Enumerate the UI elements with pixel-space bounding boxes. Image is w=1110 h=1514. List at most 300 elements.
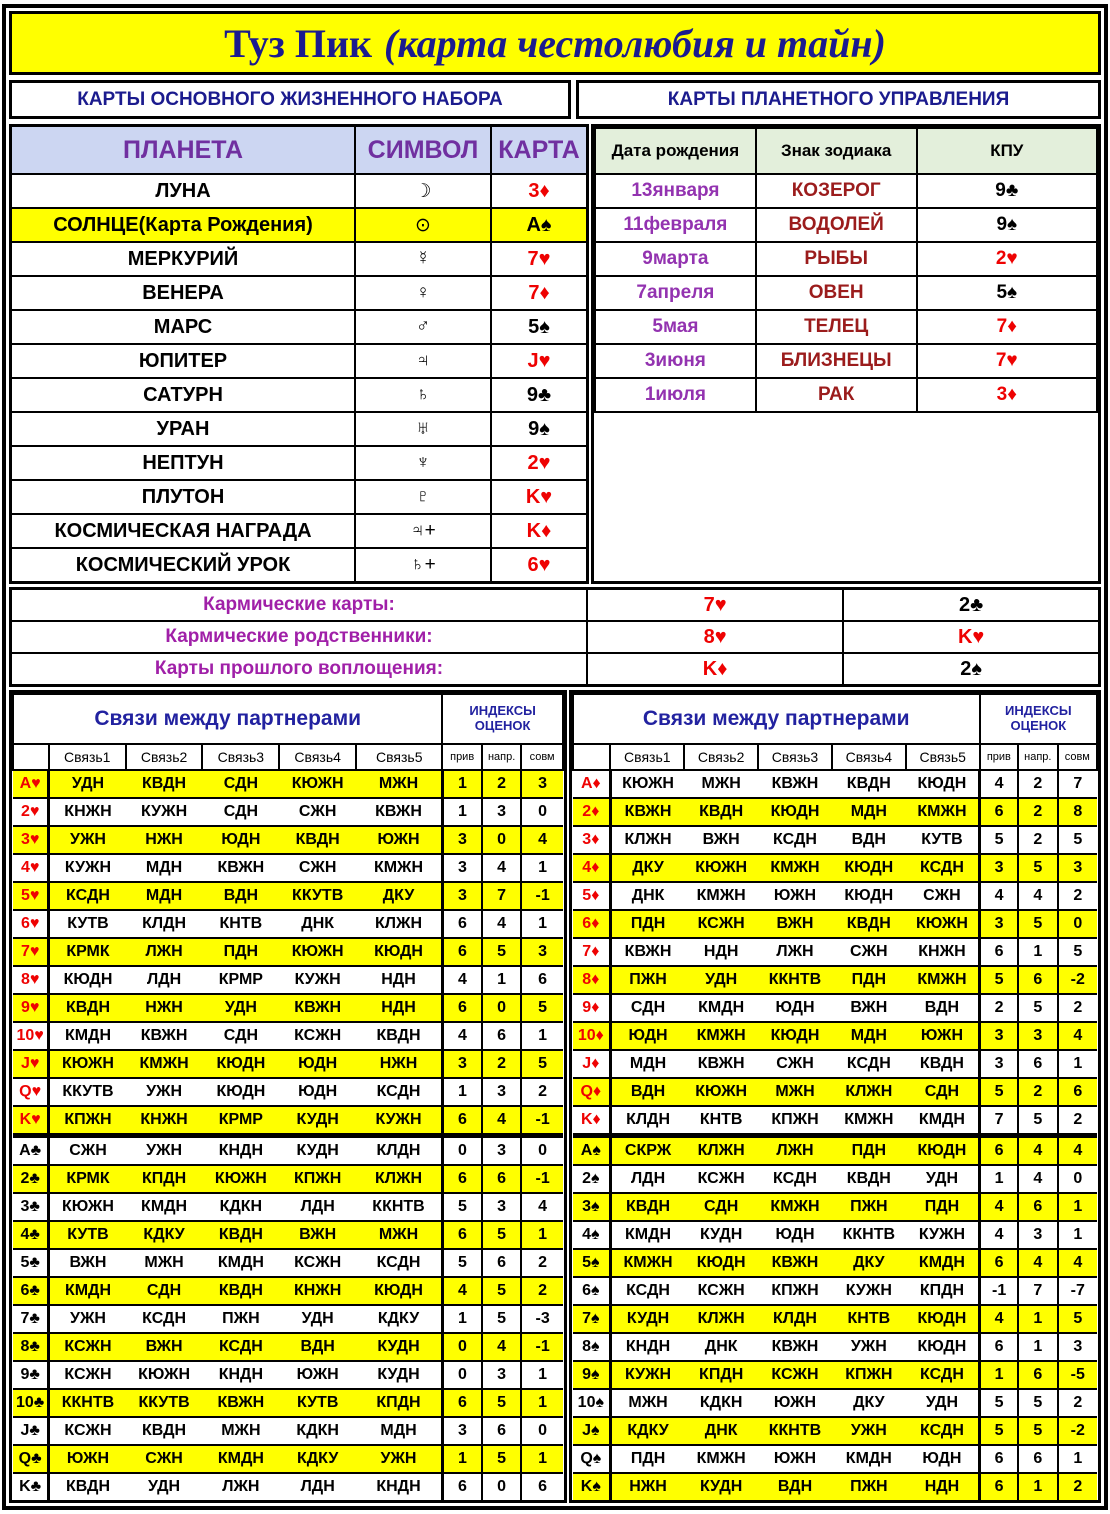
link-cell: КВДН	[49, 994, 126, 1022]
link-cell: ПДН	[832, 966, 906, 994]
index-cell: 3	[980, 1050, 1018, 1078]
index-cell: 6	[980, 1445, 1018, 1473]
index-cell: 1	[521, 1361, 562, 1389]
link-cell: КЛДН	[758, 1305, 832, 1333]
link-cell: МДН	[126, 854, 203, 882]
karmic-row	[11, 653, 1100, 686]
link-cell: УЖН	[49, 1305, 126, 1333]
index-cell: 1	[521, 1445, 562, 1473]
link-cell: ВДН	[906, 994, 980, 1022]
index-cell: 0	[442, 1333, 481, 1361]
link-cell: КУДН	[684, 1473, 758, 1500]
index-cell: 4	[1058, 1136, 1097, 1166]
index-cell: 5	[1058, 826, 1097, 854]
kpu-card-value: 9♣	[917, 174, 1097, 208]
index-cell: 5	[1018, 1106, 1058, 1136]
planet-symbol-icon: ♅	[355, 412, 491, 446]
link-cell: ККНТВ	[356, 1193, 442, 1221]
partner-row	[13, 1277, 563, 1305]
index-cell: 1	[521, 910, 562, 938]
partners-title-row	[573, 694, 1097, 744]
link-cell: УДН	[49, 770, 126, 798]
card-label: A♣	[13, 1136, 49, 1166]
link-cell: ВДН	[832, 826, 906, 854]
link-cell: НДН	[356, 994, 442, 1022]
link-cell: КМДН	[906, 1106, 980, 1136]
index-cell: 4	[482, 1333, 522, 1361]
link-cell: КСЖН	[49, 1361, 126, 1389]
planet-name: СОЛНЦЕ(Карта Рождения)	[11, 208, 356, 242]
link-cell: ЮЖН	[758, 882, 832, 910]
planet-row-item	[11, 344, 588, 378]
planet-row-item	[11, 378, 588, 412]
link-cell: ЛДН	[279, 1193, 356, 1221]
link-cell: КРМР	[202, 1106, 279, 1136]
index-cell: -1	[521, 882, 562, 910]
index-cell: 6	[980, 938, 1018, 966]
link-cell: УДН	[202, 994, 279, 1022]
link-cell: КЮДН	[356, 938, 442, 966]
link-cell: КВДН	[832, 770, 906, 798]
card-label: 3♠	[573, 1193, 611, 1221]
partner-row	[13, 1022, 563, 1050]
link-cell: КДКН	[202, 1193, 279, 1221]
partner-row	[573, 1361, 1097, 1389]
link-cell: КСДН	[758, 1165, 832, 1193]
link-cell: КСДН	[906, 854, 980, 882]
link-cell: КВЖН	[356, 798, 442, 826]
link-cell: ЛЖН	[202, 1473, 279, 1500]
planet-card-value: 3♦	[491, 174, 588, 208]
index-column-header: прив	[980, 744, 1018, 770]
index-cell: 1	[442, 1078, 481, 1106]
birth-date: 11февраля	[595, 208, 756, 242]
page-title: Туз Пик	[224, 20, 373, 66]
link-cell: КМДН	[832, 1445, 906, 1473]
index-column-header: напр.	[482, 744, 522, 770]
link-column-header: Связь2	[126, 744, 203, 770]
karmic-row	[11, 589, 1100, 622]
partner-row	[573, 798, 1097, 826]
index-cell: 7	[482, 882, 522, 910]
index-cell: 3	[1058, 1333, 1097, 1361]
link-cell: КВДН	[906, 1050, 980, 1078]
index-cell: 3	[521, 770, 562, 798]
index-cell: 0	[521, 1417, 562, 1445]
card-label: K♣	[13, 1473, 49, 1500]
link-cell: НЖН	[126, 826, 203, 854]
index-cell: 3	[1018, 1022, 1058, 1050]
karmic-table	[9, 587, 1101, 687]
planet-card-value: J♥	[491, 344, 588, 378]
index-cell: 6	[442, 938, 481, 966]
index-cell: 4	[1018, 1136, 1058, 1166]
link-cell: КМДН	[202, 1249, 279, 1277]
partner-row	[13, 1165, 563, 1193]
planet-symbol-icon: ♃	[355, 344, 491, 378]
link-cell: ЮЖН	[758, 1445, 832, 1473]
link-cell: КСДН	[906, 1361, 980, 1389]
index-cell: 3	[1018, 1221, 1058, 1249]
index-cell: 6	[482, 1165, 522, 1193]
index-cell: 2	[1018, 826, 1058, 854]
link-cell: МЖН	[126, 1249, 203, 1277]
link-cell: КУТВ	[906, 826, 980, 854]
kpu-card-value: 2♥	[917, 242, 1097, 276]
link-cell: КЮДН	[202, 1050, 279, 1078]
index-cell: 4	[482, 910, 522, 938]
index-cell: 3	[482, 1361, 522, 1389]
link-cell: КЛЖН	[610, 826, 684, 854]
birth-date: 13января	[595, 174, 756, 208]
index-cell: 5	[980, 1078, 1018, 1106]
link-cell: ЮДН	[758, 1221, 832, 1249]
card-label: 8♠	[573, 1333, 611, 1361]
link-cell: ЛДН	[610, 1165, 684, 1193]
index-cell: 0	[1058, 1165, 1097, 1193]
partner-row	[13, 1445, 563, 1473]
link-cell: КУТВ	[279, 1389, 356, 1417]
planet-name: КОСМИЧЕСКАЯ НАГРАДА	[11, 514, 356, 548]
kpu-row	[595, 378, 1097, 412]
zodiac-sign: ОВЕН	[756, 276, 917, 310]
card-label: 8♦	[573, 966, 611, 994]
link-cell: КСДН	[758, 826, 832, 854]
index-cell: 2	[521, 1078, 562, 1106]
link-cell: УЖН	[356, 1445, 442, 1473]
link-cell: КСЖН	[49, 1333, 126, 1361]
link-cell: МЖН	[356, 1221, 442, 1249]
index-cell: 3	[442, 1050, 481, 1078]
index-cell: 5	[1018, 994, 1058, 1022]
partner-row	[13, 938, 563, 966]
kpu-row	[595, 310, 1097, 344]
link-cell: СДН	[610, 994, 684, 1022]
index-cell: 2	[1058, 1389, 1097, 1417]
link-cell: КВЖН	[126, 1022, 203, 1050]
link-cell: КМДН	[49, 1277, 126, 1305]
link-cell: ЛЖН	[758, 1136, 832, 1166]
partner-row	[13, 966, 563, 994]
karmic-card-value: 7♥	[587, 589, 843, 622]
link-cell: КПДН	[906, 1277, 980, 1305]
link-cell: КМДН	[49, 1022, 126, 1050]
card-label: 5♠	[573, 1249, 611, 1277]
index-cell: 4	[1018, 1249, 1058, 1277]
link-column-header: Связь4	[279, 744, 356, 770]
partner-row	[573, 1136, 1097, 1166]
link-cell: СКРЖ	[610, 1136, 684, 1166]
card-label: Q♦	[573, 1078, 611, 1106]
card-label: 2♣	[13, 1165, 49, 1193]
planet-card-value: 5♠	[491, 310, 588, 344]
link-cell: КВЖН	[758, 1333, 832, 1361]
link-cell: КЮЖН	[202, 1165, 279, 1193]
index-cell: -5	[1058, 1361, 1097, 1389]
link-cell: КДКУ	[126, 1221, 203, 1249]
link-cell: КВДН	[126, 1417, 203, 1445]
link-cell: КУЖН	[832, 1277, 906, 1305]
index-cell: 1	[1058, 1050, 1097, 1078]
link-cell: УЖН	[126, 1136, 203, 1166]
kpu-header-row	[595, 128, 1097, 174]
card-label: A♠	[573, 1136, 611, 1166]
kpu-card-value: 3♦	[917, 378, 1097, 412]
kpu-card-value: 7♦	[917, 310, 1097, 344]
index-cell: 6	[1018, 1445, 1058, 1473]
link-column-header: Связь2	[684, 744, 758, 770]
partner-row	[13, 882, 563, 910]
link-cell: ЮДН	[610, 1022, 684, 1050]
link-cell: СДН	[684, 1193, 758, 1221]
link-cell: ЛЖН	[758, 938, 832, 966]
index-cell: 4	[442, 1022, 481, 1050]
karmic-label: Кармические родственники:	[11, 621, 588, 653]
link-cell: НДН	[906, 1473, 980, 1500]
link-cell: ВЖН	[832, 994, 906, 1022]
link-cell: КСЖН	[49, 1417, 126, 1445]
index-cell: 5	[1058, 1305, 1097, 1333]
link-cell: КВДН	[684, 798, 758, 826]
zodiac-sign: РАК	[756, 378, 917, 412]
link-cell: ВДН	[610, 1078, 684, 1106]
partner-row	[573, 910, 1097, 938]
karmic-row	[11, 621, 1100, 653]
partner-row	[573, 994, 1097, 1022]
index-cell: 4	[980, 770, 1018, 798]
planet-name: КОСМИЧЕСКИЙ УРОК	[11, 548, 356, 583]
link-cell: КМЖН	[610, 1249, 684, 1277]
planet-name: ЮПИТЕР	[11, 344, 356, 378]
link-cell: КМЖН	[906, 798, 980, 826]
karmic-card-value: 8♥	[587, 621, 843, 653]
link-cell: КДКУ	[610, 1417, 684, 1445]
index-cell: 2	[980, 994, 1018, 1022]
card-label: 3♣	[13, 1193, 49, 1221]
link-cell: КЛДН	[356, 1136, 442, 1166]
partner-row	[13, 770, 563, 798]
partner-row	[573, 1417, 1097, 1445]
link-cell: КМЖН	[684, 882, 758, 910]
index-cell: 5	[482, 1277, 522, 1305]
index-cell: 3	[442, 826, 481, 854]
link-cell: ПДН	[202, 938, 279, 966]
link-cell: ВЖН	[279, 1221, 356, 1249]
link-column-header: Связь5	[356, 744, 442, 770]
karmic-card-value: 2♠	[843, 653, 1099, 686]
index-cell: 1	[521, 1389, 562, 1417]
index-cell: 1	[482, 966, 522, 994]
link-cell: СЖН	[126, 1445, 203, 1473]
planet-row-birth-card	[11, 208, 588, 242]
planet-symbol-icon: ♂	[355, 310, 491, 344]
link-cell: МЖН	[684, 770, 758, 798]
link-cell: ЮЖН	[279, 1361, 356, 1389]
link-cell: ККУТВ	[126, 1389, 203, 1417]
index-cell: 6	[482, 1417, 522, 1445]
index-cell: 4	[442, 966, 481, 994]
partner-row	[573, 1389, 1097, 1417]
link-cell: КРМР	[202, 966, 279, 994]
index-cell: 3	[442, 1417, 481, 1445]
planet-card-value: 6♥	[491, 548, 588, 583]
partners-section	[9, 690, 1101, 1503]
card-label: Q♠	[573, 1445, 611, 1473]
index-cell: 6	[442, 1473, 481, 1500]
index-cell: 5	[980, 826, 1018, 854]
index-cell: 3	[980, 910, 1018, 938]
link-cell: КМЖН	[684, 1022, 758, 1050]
link-cell: ПДН	[906, 1193, 980, 1221]
link-cell: КВЖН	[279, 994, 356, 1022]
link-cell: МДН	[610, 1050, 684, 1078]
card-label: 5♦	[573, 882, 611, 910]
index-cell: 4	[1058, 1249, 1097, 1277]
link-cell: КВЖН	[758, 1249, 832, 1277]
link-cell: МДН	[832, 798, 906, 826]
planet-name: ЛУНА	[11, 174, 356, 208]
link-cell: КМДН	[202, 1445, 279, 1473]
link-cell: КУЖН	[126, 798, 203, 826]
link-cell: КВДН	[356, 1022, 442, 1050]
link-cell: СДН	[202, 770, 279, 798]
index-title: ИНДЕКСЫ ОЦЕНОК	[980, 694, 1097, 744]
link-cell: КЮЖН	[126, 1361, 203, 1389]
link-cell: КВДН	[832, 910, 906, 938]
link-cell: КЮЖН	[279, 938, 356, 966]
index-cell: 2	[1018, 1078, 1058, 1106]
karmic-label: Карты прошлого воплощения:	[11, 653, 588, 686]
link-cell: ВЖН	[126, 1333, 203, 1361]
zodiac-sign: РЫБЫ	[756, 242, 917, 276]
link-cell: КВЖН	[610, 798, 684, 826]
link-cell: КСДН	[49, 882, 126, 910]
link-cell: МЖН	[758, 1078, 832, 1106]
link-cell: КСДН	[356, 1249, 442, 1277]
link-cell: КПЖН	[758, 1277, 832, 1305]
card-label: K♦	[573, 1106, 611, 1136]
link-cell: ПЖН	[832, 1473, 906, 1500]
index-cell: 6	[442, 994, 481, 1022]
link-cell: КНЖН	[49, 798, 126, 826]
link-cell: ЛДН	[126, 966, 203, 994]
link-cell: КВЖН	[202, 854, 279, 882]
card-label: 7♣	[13, 1305, 49, 1333]
partners-table-left-wrap	[9, 690, 567, 1503]
index-cell: 6	[980, 1333, 1018, 1361]
document-page	[2, 4, 1108, 1510]
partner-row	[13, 1305, 563, 1333]
index-cell: 0	[482, 826, 522, 854]
partner-row	[573, 938, 1097, 966]
link-cell: КМЖН	[356, 854, 442, 882]
index-cell: 6	[482, 1022, 522, 1050]
link-cell: КСЖН	[279, 1022, 356, 1050]
link-cell: СДН	[906, 1078, 980, 1106]
index-cell: 2	[1018, 798, 1058, 826]
link-cell: КУДН	[610, 1305, 684, 1333]
card-label: 6♠	[573, 1277, 611, 1305]
planet-name: ВЕНЕРА	[11, 276, 356, 310]
planet-symbol-icon: ♀	[355, 276, 491, 310]
link-cell: КВДН	[610, 1193, 684, 1221]
partner-row	[573, 1333, 1097, 1361]
card-label: 4♠	[573, 1221, 611, 1249]
index-cell: 6	[1018, 966, 1058, 994]
link-cell: УЖН	[832, 1333, 906, 1361]
link-cell: ВЖН	[684, 826, 758, 854]
link-cell: КУЖН	[610, 1361, 684, 1389]
index-cell: 6	[521, 1473, 562, 1500]
kpu-header: Дата рождения	[595, 128, 756, 174]
link-cell: КМЖН	[684, 1445, 758, 1473]
link-cell: НДН	[356, 966, 442, 994]
link-cell: ДНК	[684, 1417, 758, 1445]
partner-row	[573, 1193, 1097, 1221]
index-cell: 0	[482, 1473, 522, 1500]
link-cell: КВЖН	[758, 770, 832, 798]
link-cell: КРМК	[49, 938, 126, 966]
link-cell: КПЖН	[758, 1106, 832, 1136]
index-cell: 2	[1018, 770, 1058, 798]
link-cell: КПДН	[684, 1361, 758, 1389]
link-cell: УДН	[684, 966, 758, 994]
link-column-header: Связь3	[758, 744, 832, 770]
corner-cell	[573, 744, 611, 770]
index-cell: 1	[1018, 938, 1058, 966]
planet-symbol-icon: ♃+	[355, 514, 491, 548]
index-cell: 1	[442, 798, 481, 826]
link-cell: НЖН	[356, 1050, 442, 1078]
index-cell: 4	[1018, 1165, 1058, 1193]
card-label: 6♦	[573, 910, 611, 938]
link-cell: КЮДН	[758, 1022, 832, 1050]
birth-date: 7апреля	[595, 276, 756, 310]
index-cell: 2	[1058, 1473, 1097, 1500]
index-cell: 3	[482, 1136, 522, 1166]
index-cell: 0	[442, 1361, 481, 1389]
partner-row	[573, 882, 1097, 910]
link-cell: КЮДН	[906, 1305, 980, 1333]
link-cell: КВДН	[202, 1221, 279, 1249]
partner-row	[13, 1193, 563, 1221]
card-label: 7♠	[573, 1305, 611, 1333]
card-label: 10♣	[13, 1389, 49, 1417]
partner-row	[573, 1277, 1097, 1305]
index-cell: 6	[482, 1249, 522, 1277]
index-cell: 5	[521, 994, 562, 1022]
card-label: K♥	[13, 1106, 49, 1136]
partner-row	[13, 798, 563, 826]
index-cell: 1	[521, 1221, 562, 1249]
index-cell: 5	[980, 1389, 1018, 1417]
index-cell: 4	[980, 1193, 1018, 1221]
link-cell: ДНК	[684, 1333, 758, 1361]
link-cell: ЮДН	[279, 1078, 356, 1106]
card-label: 10♠	[573, 1389, 611, 1417]
card-label: J♠	[573, 1417, 611, 1445]
kpu-row	[595, 208, 1097, 242]
link-cell: СДН	[202, 798, 279, 826]
link-cell: КЮЖН	[684, 1078, 758, 1106]
planet-card-value: K♦	[491, 514, 588, 548]
link-cell: СЖН	[279, 798, 356, 826]
link-cell: ДКУ	[356, 882, 442, 910]
link-cell: КВЖН	[610, 938, 684, 966]
link-cell: КПДН	[356, 1389, 442, 1417]
partner-row	[13, 854, 563, 882]
index-cell: 2	[1058, 1106, 1097, 1136]
